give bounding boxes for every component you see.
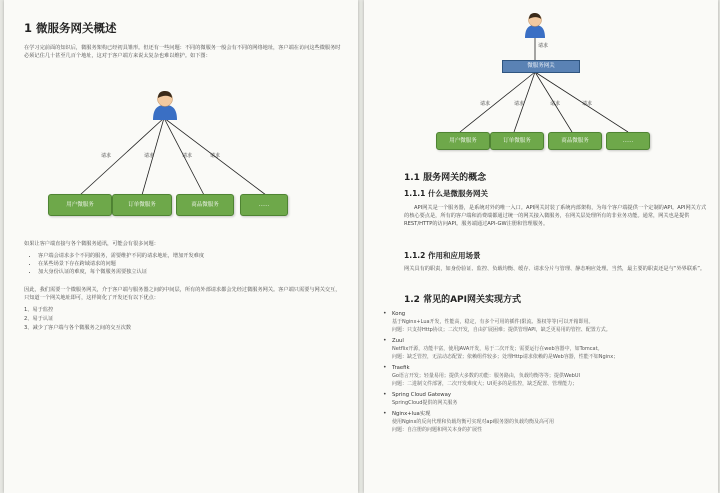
problems-intro: 如果让客户端直接与各个微服务通讯，可能会有很多问题： (24, 241, 159, 247)
subsection-heading: 1.1.2 作用和应用场景 (404, 251, 481, 260)
order-service-node: 订单微服务 (112, 194, 172, 216)
user-service-node: 用户微服务 (436, 132, 490, 150)
list-item: 3、减少了客户端与各个微服务之间的交互次数 (24, 325, 132, 331)
solution-paragraph: 因此，我们需要一个微服务网关，介于客户端与服务器之间的中间层，所有的外部请求都会先经过微服务网关。客户端只需要与网关交互，只知道一个网关地址即可，这样简化了开发还有以下优点： (24, 287, 341, 302)
intro-paragraph: 在学习完前面的知识后，微服务架构已经初具雏形。但还有一些问题：不同的微服务一般会有不同的网络地址，客户端在访问这些微服务时必须记住几十甚至几百个地址，这对于客户端方来说太复杂也难以维护。如下图： (24, 45, 341, 60)
gateway-node: 微服务网关 (502, 60, 580, 73)
edge-label: 请求 (101, 153, 112, 159)
more-services-node: …… (606, 132, 650, 150)
right-page (364, 0, 718, 493)
edge-label: 请求 (182, 153, 193, 159)
order-service-node: 订单微服务 (490, 132, 544, 150)
user-service-node: 用户微服务 (48, 194, 112, 216)
list-item: • Kong 基于Nginx+Lua开发，性能高，稳定，有多个可用的插件(限流、鉴权等等)可以开箱即用。 问题：只支持Http协议；二次开发，自由扩展困难；提供管理API，缺乏更易用的管控、配置方式。 (383, 310, 611, 333)
list-item: • 客户端会请求多个不同的服务，需要维护不同的请求地址，增加开发难度 (38, 252, 348, 260)
list-item: • Zuul Netflix开源，功能丰富，使用JAVA开发，易于二次开发；需要运行在web容器中，如Tomcat。 问题：缺乏管控，无法动态配置；依赖组件较多；处理Http请求依赖的是Web容器，性能不如Nginx； (383, 337, 619, 360)
edge-label: 请求 (514, 101, 525, 107)
bullet-icon: • (383, 310, 387, 317)
edge-label: 请求 (550, 101, 561, 107)
list-item: • 在某些场景下存在跨域请求的问题 (38, 260, 348, 268)
list-item: • Spring Cloud Gateway SpringCloud提供的网关服务 (383, 391, 458, 406)
left-page (4, 0, 358, 493)
section-heading: 1.2 常见的API网关实现方式 (404, 295, 521, 305)
edge-label: 请求 (144, 153, 155, 159)
page-title: 1 微服务网关概述 (24, 21, 117, 35)
more-services-node: …… (240, 194, 288, 216)
gateway-role: 网关具有的职责，如身份验证、监控、负载均衡、缓存、请求分片与管理、静态响应处理。当然，最主要的职责还是与“外界联系”。 (404, 266, 706, 272)
subsection-heading: 1.1.1 什么是微服务网关 (404, 189, 488, 198)
problems-list (28, 252, 348, 277)
gateway-definition: API网关是一个服务器，是系统对外的唯一入口。API网关封装了系统内部架构，为每个客户端提供一个定制的API。API网关方式的核心要点是，所有的客户端和消费端都通过统一的网关接入微服务，在网关层处理所有的非业务功能。通常，网关也是提供REST/HTTP的访问API。服务端通过API-GW注册和管理服务。 (404, 205, 707, 228)
bullet-icon: • (383, 337, 387, 344)
bullet-icon: • (383, 391, 387, 398)
user-icon (152, 90, 178, 120)
list-item: 1、易于监控 (24, 307, 54, 313)
edge-label: 请求 (210, 153, 221, 159)
impl-list (383, 310, 704, 437)
edge-label: 请求 (582, 101, 593, 107)
section-heading: 1.1 服务网关的概念 (404, 173, 487, 183)
list-item: • 加大身份认证的难度，每个微服务需要独立认证 (38, 268, 348, 276)
list-item: 2、易于认证 (24, 316, 54, 322)
bullet-icon: • (383, 410, 387, 417)
product-service-node: 商品微服务 (176, 194, 234, 216)
bullet-icon: • (383, 364, 387, 371)
list-item: • Traefik Go语言开发；轻量易用；提供大多数的功能：服务路由，负载均衡等等；提供WebUI 问题：二进制文件部署，二次开发难度大；UI更多的是监控，缺乏配置、管理能力； (383, 364, 580, 387)
edge-label: 请求 (480, 101, 491, 107)
product-service-node: 商品微服务 (548, 132, 602, 150)
edge-label: 请求 (538, 43, 549, 49)
list-item: • Nginx+lua实现 使用Nginx的反向代理和负载均衡可实现对api服务器的负载均衡及高可用 问题：自注册的问题和网关本身的扩展性 (383, 410, 555, 433)
